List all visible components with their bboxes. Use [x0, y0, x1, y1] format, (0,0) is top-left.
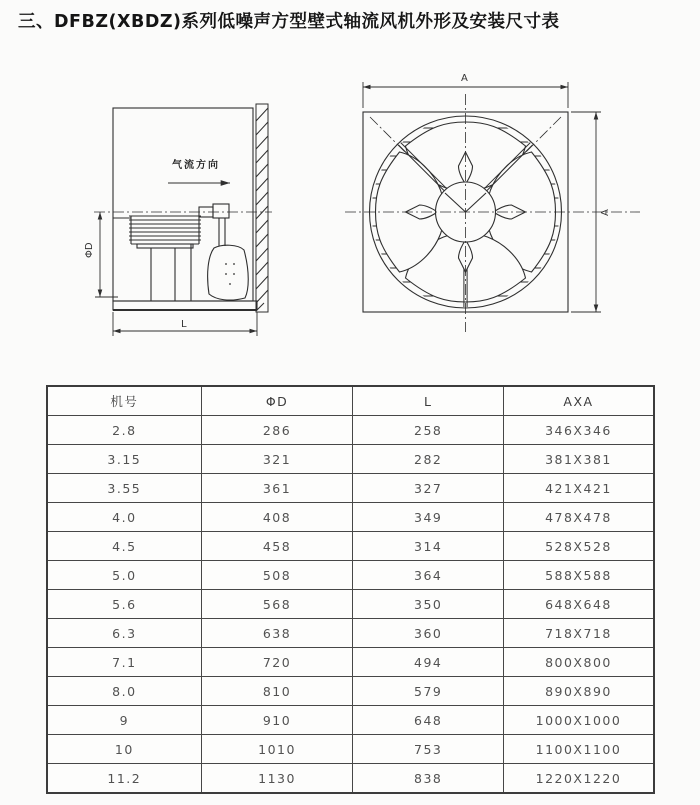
table-cell: 810: [201, 677, 353, 706]
table-cell: 1130: [201, 764, 353, 794]
table-cell: 838: [353, 764, 504, 794]
table-row: [47, 764, 654, 794]
table-cell: 9: [47, 706, 201, 735]
table-cell: 528X528: [503, 532, 654, 561]
table-cell: 648: [353, 706, 504, 735]
table-cell: 588X588: [503, 561, 654, 590]
table-cell: 5.0: [47, 561, 201, 590]
table-cell: 1010: [201, 735, 353, 764]
table-cell: 1000X1000: [503, 706, 654, 735]
table-row: [47, 532, 654, 561]
table-cell: 258: [353, 416, 504, 445]
technical-drawings: [0, 0, 700, 380]
side-view-drawing: [84, 104, 272, 336]
table-cell: 4.0: [47, 503, 201, 532]
table-cell: 327: [353, 474, 504, 503]
table-cell: 1100X1100: [503, 735, 654, 764]
table-cell: 286: [201, 416, 353, 445]
header-model: 机号: [47, 386, 201, 416]
table-cell: 321: [201, 445, 353, 474]
table-cell: 648X648: [503, 590, 654, 619]
fan-blade-side: [208, 245, 249, 300]
table-cell: 3.15: [47, 445, 201, 474]
dim-a-right-label: A: [600, 209, 611, 216]
table-cell: 494: [353, 648, 504, 677]
table-cell: 408: [201, 503, 353, 532]
motor-pedestal: [151, 244, 191, 301]
table-cell: 421X421: [503, 474, 654, 503]
table-row: [47, 561, 654, 590]
table-cell: 11.2: [47, 764, 201, 794]
header-phi-d: ΦD: [201, 386, 353, 416]
fan-casing-outline: [113, 108, 253, 301]
dim-l-label: L: [181, 319, 187, 330]
table-cell: 720: [201, 648, 353, 677]
table-cell: 314: [353, 532, 504, 561]
table-cell: 508: [201, 561, 353, 590]
table-cell: 349: [353, 503, 504, 532]
airflow-direction-label: 气流方向: [172, 160, 220, 171]
table-cell: 753: [353, 735, 504, 764]
table-row: [47, 445, 654, 474]
table-cell: 3.55: [47, 474, 201, 503]
front-view-drawing: [345, 73, 640, 332]
table-row: [47, 416, 654, 445]
motor-fins: [113, 216, 201, 248]
table-row: [47, 706, 654, 735]
base-plate: [113, 301, 257, 310]
table-cell: 718X718: [503, 619, 654, 648]
table-cell: 7.1: [47, 648, 201, 677]
table-cell: 2.8: [47, 416, 201, 445]
table-cell: 4.5: [47, 532, 201, 561]
table-cell: 568: [201, 590, 353, 619]
table-body: [47, 416, 654, 794]
table-cell: 458: [201, 532, 353, 561]
table-cell: 910: [201, 706, 353, 735]
shaft-hub: [199, 204, 229, 246]
table-cell: 10: [47, 735, 201, 764]
table-cell: 800X800: [503, 648, 654, 677]
table-cell: 890X890: [503, 677, 654, 706]
table-cell: 360: [353, 619, 504, 648]
header-axa: AXA: [503, 386, 654, 416]
wall-hatching: [256, 104, 268, 312]
table-cell: 381X381: [503, 445, 654, 474]
dimension-l: [113, 312, 257, 336]
table-row: [47, 735, 654, 764]
table-row: [47, 590, 654, 619]
table-cell: 6.3: [47, 619, 201, 648]
table-cell: 361: [201, 474, 353, 503]
table-cell: 346X346: [503, 416, 654, 445]
dim-a-top-label: A: [461, 73, 468, 84]
table-cell: 8.0: [47, 677, 201, 706]
table-cell: 478X478: [503, 503, 654, 532]
table-cell: 350: [353, 590, 504, 619]
table-cell: 5.6: [47, 590, 201, 619]
table-header-row: [47, 386, 654, 416]
table-row: [47, 619, 654, 648]
table-row: [47, 677, 654, 706]
table-cell: 1220X1220: [503, 764, 654, 794]
table-cell: 638: [201, 619, 353, 648]
table-row: [47, 648, 654, 677]
table-cell: 364: [353, 561, 504, 590]
table-cell: 282: [353, 445, 504, 474]
table-row: [47, 503, 654, 532]
dimension-table: [46, 385, 655, 794]
table-row: [47, 474, 654, 503]
header-l: L: [353, 386, 504, 416]
page-title: 三、DFBZ(XBDZ)系列低噪声方型壁式轴流风机外形及安装尺寸表: [18, 12, 560, 32]
table-cell: 579: [353, 677, 504, 706]
dim-phi-d-label: ΦD: [84, 242, 95, 258]
